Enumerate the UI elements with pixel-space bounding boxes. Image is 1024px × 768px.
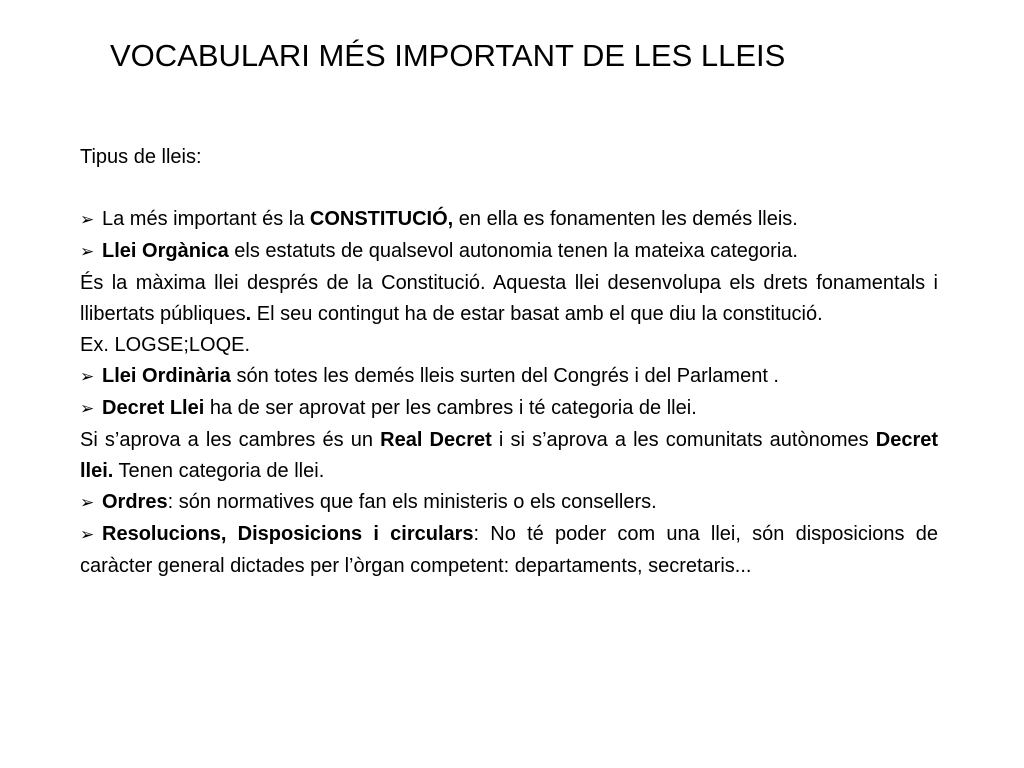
paragraph-text: Tenen categoria de llei. (113, 460, 325, 482)
arrow-right-icon: ➢ (80, 525, 95, 545)
item-term: Decret Llei (102, 397, 205, 419)
item-text: : No té poder com una llei, són disposicions de caràcter general dictades per l’òrgan competent: departaments, secretaris... (80, 523, 938, 577)
item-llei-organica (80, 236, 938, 268)
intro-text: Tipus de lleis: (80, 146, 202, 168)
item-text: són totes les demés lleis surten del Congrés i del Parlament . (230, 365, 779, 387)
paragraph-text: El seu contingut ha de estar basat amb el que diu la constitució. (251, 303, 823, 325)
decret-description (80, 425, 938, 487)
arrow-right-icon: ➢ (80, 367, 95, 387)
item-text: en ella es fonamenten les demés lleis. (453, 208, 798, 230)
paragraph-text: És la màxima llei després de la Constitució. Aquesta llei desenvolupa els drets fonamentals i llibertats públiques (80, 272, 938, 325)
item-resolucions (80, 519, 938, 582)
item-text: els estatuts de qualsevol autonomia tenen la mateixa categoria. (228, 240, 798, 262)
item-ordres (80, 487, 938, 519)
arrow-right-icon: ➢ (80, 242, 95, 262)
slide-body (80, 142, 938, 582)
item-text: ha de ser aprovat per les cambres i té categoria de llei. (204, 397, 697, 419)
item-term: Llei Ordinària (102, 365, 231, 387)
paragraph-text: Si s’aprova a les cambres és un (80, 429, 381, 451)
paragraph-bold: . (245, 303, 252, 325)
organica-example: Ex. LOGSE;LOQE. (80, 334, 251, 356)
item-constitucio (80, 204, 938, 236)
item-text: La més important és la (102, 208, 310, 230)
blank-line (80, 173, 938, 204)
arrow-right-icon: ➢ (80, 493, 95, 513)
item-term: Ordres (102, 491, 168, 513)
organica-description (80, 268, 938, 330)
item-decret-llei (80, 393, 938, 425)
slide-title: VOCABULARI MÉS IMPORTANT DE LES LLEIS (110, 38, 786, 73)
arrow-right-icon: ➢ (80, 210, 95, 230)
arrow-right-icon: ➢ (80, 399, 95, 419)
item-term: Resolucions, Disposicions i circulars (102, 523, 474, 545)
paragraph-bold: Decret llei. (80, 429, 939, 482)
item-term: CONSTITUCIÓ, (309, 208, 454, 230)
item-text: : són normatives que fan els ministeris o els consellers. (167, 491, 657, 513)
paragraph-bold: Real Decret (380, 429, 492, 451)
paragraph-text: i si s’aprova a les comunitats autònomes (491, 429, 876, 451)
item-term: Llei Orgànica (102, 240, 229, 262)
item-llei-ordinaria (80, 361, 938, 393)
